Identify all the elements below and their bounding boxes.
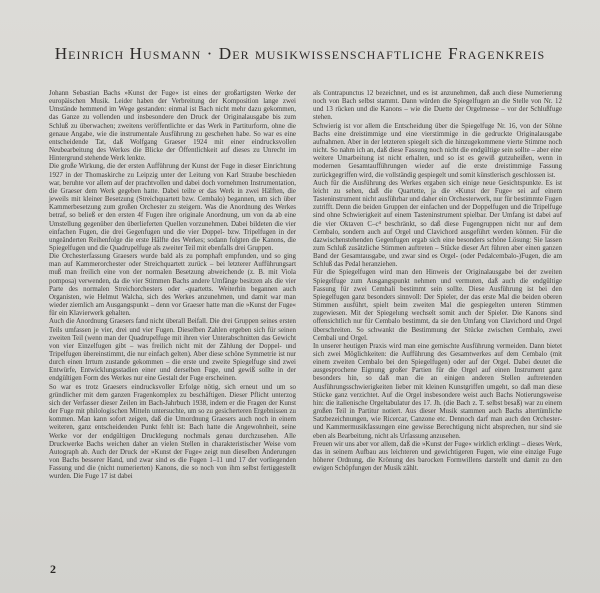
paragraph: Johann Sebastian Bachs »Kunst der Fuge« ist eines der großartigsten Werke der europäischen Musik. Leider haben der Verbreitung der Komposition lange zwei Umstände hemmend im Wege gestanden: einmal ist Bach nicht mehr dazu gekommen, das Ganze zu vollenden und insbesondere den Druck der Originalausgabe bis zum Schluß zu überwachen; zweitens veröffentlichte er das Werk in Partiturform, ohne die genaue Angabe, wie die instrumentale Ausführung zu geschehen habe. So war es eine entscheidende Tat, daß Wolfgang Graeser 1924 mit einer eindrucksvollen Neubearbeitung des Werkes die Blicke der Öffentlichkeit auf dieses zu Unrecht im Hintergrund stehende Werk lenkte. xyxy=(49,89,296,163)
left-column xyxy=(49,89,296,481)
paragraph: So war es trotz Graesers eindrucksvoller Erfolge nötig, sich erneut und um so gründlicher mit dem ganzen Fragenkomplex zu beschäftigen. Dieser Pflicht unterzog sich der Verfasser dieser Zeilen im Bach-Jahrbuch 1938, indem er die Fragen der Kunst der Fuge mit philologischen Mitteln untersuchte, um so zu gesicherteren Ergebnissen zu kommen. Man kann sofort zeigen, daß die Umordnung Graesers auch noch in einem weiteren, ganz entscheidenden Punkt fehlt ist: Bach hatte die Angewohnheit, seine Werke vor der endgültigen Drucklegung nochmals genau durchzusehen. Alle Druckwerke Bachs weichen daher an vielen Stellen in charakteristischer Weise vom Autograph ab. Auch der Druck der »Kunst der Fuge« zeigt nun dieselben Änderungen von Bachs besserer Hand, und zwar sind es die Fugen 1–11 und 17 der vorliegenden Fassung und die (nicht numerierten) Kanons, die so noch von ihm selbst fertiggestellt wurden. Die Fuge 17 ist dabei xyxy=(49,382,296,481)
paragraph: In unserer heutigen Praxis wird man eine gemischte Ausführung vermeiden. Dann bietet sich zwei Möglichkeiten: die Aufführung des Gesamtwerkes auf dem Cembalo (mit einem zweiten Cembalo bei den Spiegelfugen) oder auf der Orgel. Dabei deutet die ausgesprochene Eignung großer Partien für die Orgel auf einen Instrument ganz besonders hin, so daß man die an einigen anderen Stellen auftretenden Ausführungsschwierigkeiten lieber mit kleinen Kunstgriffen umgeht, so daß man diese Stücke ganz verzichtet. Auf die Orgel insbesondere weist auch Bachs Notierungsweise hin: die italienische Orgeltabulatur des 17. Jh. (die Bach z. T. selbst besaß) war zu einem großen Teil in Partitur notiert. Aus dieser Musik stammen auch Bachs altertümliche Satzbezeichnungen, wie Ricercar, Canzone etc. Dennoch darf man auch den Orchester- und Kammermusikfassungen eine gewisse Berechtigung nicht absprechen, nur sind sie eben als Bearbeitung, nicht als Urfassung anzusehen. xyxy=(313,341,562,440)
paragraph: Schwierig ist vor allem die Entscheidung über die Spiegelfuge Nr. 16, von der Söhne Bachs eine dreistimmige und eine vierstimmige in die gedruckte Originalausgabe aufnahmen. Aber in der letzteren spiegelt sich die hinzugekommene vierte Stimme noch nicht. So nahm ich an, daß diese Fassung noch nicht die endgültige sein sollte – aber eine weitere Umarbeitung ist nicht erhalten, und so ist es gewiß gutzuheißen, wenn in modernen Gesamtaufführungen wieder auf die erste dreistimmige Fassung zurückgegriffen wird, die vollständig gespiegelt und somit künstlerisch geschlossen ist. xyxy=(313,121,562,179)
page-number: 2 xyxy=(50,562,56,576)
paragraph: Auch für die Ausführung des Werkes ergaben sich einige neue Gesichtspunkte. Es ist leicht zu sehen, daß die Quartette, ja die »Kunst der Fuge« sei auf einem Tasteninstrument nicht ausführbar und daher ein Orchesterwerk, nur für bestimmte Fugen zutrifft. Denn die beiden Gruppen der einfachen und der Doppelfugen und die Tripelfuge sind ohne Schwierigkeit auf einem Tasteninstrument spielbar. Der Umfang ist dabei auf die vier Oktaven C–c⁴ beschränkt, so daß diese Fugengruppen nicht nur auf dem Cembalo, sondern auch auf Orgel und Clavichord ausgeführt werden können. Für die dazwischenstehenden Gegenfugen ergab sich eine besonders schöne Lösung: Sie lassen zum Schluß zusätzliche Stimmen auftreten – Stücke dieser Art führen aber einen ganzen Band der Gesamtausgabe, und zwar sind es Orgel- (oder Pedalcembalo-)Fugen, die am Schluß das Pedal heranziehen. xyxy=(313,178,562,269)
paragraph: Für die Spiegelfugen wird man den Hinweis der Originalausgabe bei der zweiten Spiegelfuge zum Ausgangspunkt nehmen und vermuten, daß auch die endgültige Fassung für zwei Cembali bestimmt sein sollte. Diese Ausführung ist bei den Spiegelfugen ganz besonders sinnvoll: Der Spieler, der das erste Mal die beiden oberen Stimmen ausführt, spielt beim zweiten Mal die gespiegelten unteren Stimmen zugewiesen. Mit der Spiegelung wechselt somit auch der Spieler. Die Kanons sind offensichtlich nur für Cembalo bestimmt, da sie den Umfang von Clavichord und Orgel überschreiten. So schwankt die Bestimmung der Stücke zwischen Cembalo, zwei Cembali und Orgel. xyxy=(313,268,562,342)
paragraph: Die große Wirkung, die der ersten Aufführung der Kunst der Fuge in dieser Einrichtung 1927 in der Thomaskirche zu Leipzig unter der Leitung von Karl Straube beschieden war, beruhte vor allem auf der prachtvollen und dabei doch vornehmen Instrumentation, die Graeser dem Werk gegeben hatte. Dabei teilte er das Werk in zwei Hälften, die jeweils mit kleiner Besetzung (Streichquartett bzw. Cembalo) begannen, um sich über Kammerbesetzung zum großen Orchester zu steigern. Was die Anordnung des Werkes betraf, so beließ er den ersten 4f Fugen ihre originale Anordnung, um von da ab eine Umstellung gegenüber den überlieferten Quellen vorzunehmen. Dabei bildeten die vier einfachen Fugen, die drei Gegenfugen und die vier Doppel- bzw. Tripelfugen in der ungeänderten Reihenfolge die erste Hälfte des Werkes; sodann folgten die Kanons, die Spiegelfugen und die Quadrupelfuge als zweiter Teil mit ebenfalls drei Gruppen. xyxy=(49,162,296,252)
page-title: Heinrich Husmann · Der musikwissenschaftliche Fragenkreis xyxy=(54,44,546,63)
right-column xyxy=(313,89,562,472)
paragraph: Auch die Anordnung Graesers fand nicht überall Beifall. Die drei Gruppen seines ersten Teils umfassen je vier, drei und vier Fugen. Dieselben Zahlen ergeben sich für seinen zweiten Teil (wenn man der Quadrupelfuge mit ihren vier Unterabschnitten das Gewicht von vier Einzelfugen gibt – was freilich nicht mit der Zählung der Doppel- und Tripelfugen übereinstimmt, die nur einfach gelten). Aber diese schöne Symmetrie ist nur durch einen Irrtum zustande gekommen – die erste und zweite Spiegelfuge sind zwei Entwürfe, Entwicklungsstadien einer und derselben Fuge, und gewiß sollte in der endgültigen Form des Werkes nur eine Gestalt der Fuge erscheinen. xyxy=(49,317,296,383)
paragraph: als Contrapunctus 12 bezeichnet, und es ist anzunehmen, daß auch diese Numerierung noch von Bach selbst stammt. Dann würden die Spiegelfugen an die Stelle von Nr. 12 und 13 rücken und die Kanons – wie die Duette der Orgelmesse – vor der Schlußfuge stehen. xyxy=(313,89,562,122)
paragraph: Die Orchesterfassung Graesers wurde bald als zu pomphaft empfunden, und so ging man auf Kammerorchester oder Streichquartett zurück – bei letzterer Aufführungsart muß man freilich eine von der normalen Besetzung abweichende (z. B. mit Viola pomposa) verwenden, da die vier Stimmen Bachs andere Umfänge besitzen als die vier Parte des normalen Streichorchesters oder -quartetts. Weiterhin begannen auch Organisten, wie Helmut Walcha, sich des Werkes anzunehmen, und damit war man wieder ziemlich am Ausgangspunkt – denn vor Graeser hatte man die »Kunst der Fuge« für ein Klavierwerk gehalten. xyxy=(49,252,296,318)
paragraph: Freuen wir uns aber vor allem, daß die »Kunst der Fuge« wirklich erklingt – dieses Werk, das in seinem Aufbau aus leichteren und gewichtigeren Fugen, wie eine einzige Fuge höherer Ordnung, die Krönung des barocken Formwillens darstellt und damit zu den ewigen Schöpfungen der Musik zählt. xyxy=(313,439,562,473)
